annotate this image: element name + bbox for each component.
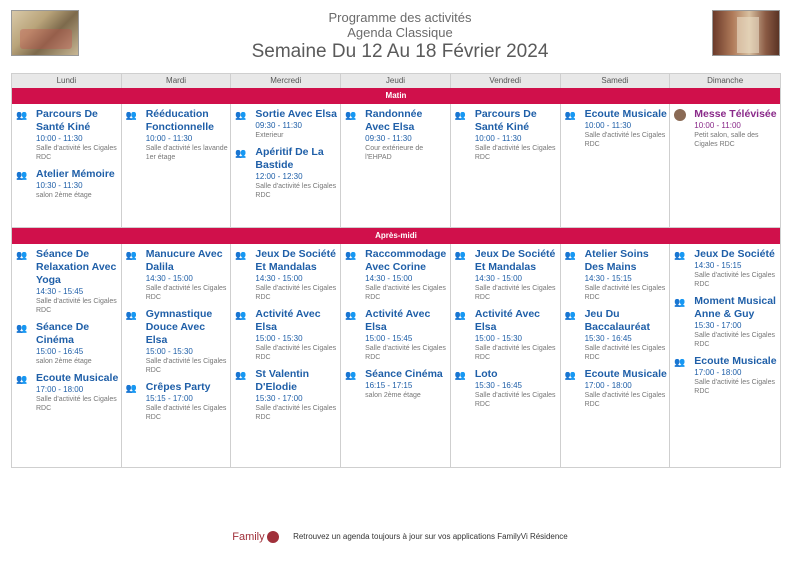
people-icon: 👥 [345,370,357,380]
day-jeudi: Jeudi [341,74,451,88]
activity-item[interactable] [16,248,119,315]
people-icon: 👥 [235,370,247,380]
familyvi-logo [232,531,278,543]
afternoon-row [12,244,780,468]
day-cell [451,244,561,467]
page-footer [0,528,800,546]
day-cell [670,244,780,467]
activity-item[interactable] [16,321,119,366]
activity-time: 14:30 - 15:00 [474,274,522,283]
activity-time: 14:30 - 15:15 [584,274,632,283]
day-dimanche: Dimanche [707,76,744,85]
page-header [0,10,800,64]
activity-item[interactable] [345,308,448,362]
day-cell [12,104,122,227]
activity-title: St Valentin D'Elodie [255,368,310,393]
activity-title: Atelier Mémoire [36,168,115,180]
activity-title: Messe Télévisée [694,108,777,120]
activity-item[interactable] [565,368,668,409]
activity-title: Jeux De Société Et Mandalas [255,248,336,273]
activity-time: 10:00 - 11:30 [36,134,83,143]
activity-place: Salle d'activité les Cigales RDC [694,379,775,395]
brand-name: Family [232,530,265,543]
activity-time: 15:30 - 17:00 [694,321,742,330]
activity-item[interactable] [345,108,448,162]
activity-item[interactable] [126,248,229,302]
activity-title: Ecoute Musicale [694,355,777,367]
activity-item[interactable] [235,108,338,140]
day-samedi: Samedi [561,74,671,88]
activity-place: Exterieur [255,132,284,139]
day-mercredi: Mercredi [231,74,341,88]
activity-item[interactable] [126,381,229,422]
activity-place: Salle d'activité les Cigales RDC [365,345,446,361]
activity-time: 15:30 - 16:45 [474,381,522,390]
people-icon: 👥 [674,357,686,367]
activity-time: 15:15 - 17:00 [145,394,193,403]
activity-place: Salle d'activité les Cigales RDC [474,345,556,361]
activity-place: Petit salon, salle des Cigales RDC [694,132,759,148]
day-cell [122,104,232,227]
activity-title: Parcours De Santé Kiné [474,108,537,133]
activity-place: Salle d'activité les Cigales RDC [474,392,556,408]
activity-item[interactable] [126,308,229,375]
agenda-type: Agenda Classique [347,25,453,40]
activity-item[interactable] [455,368,558,409]
day-cell [670,104,780,227]
activity-item[interactable] [674,108,778,149]
day-header-row [12,74,780,88]
day-cell [122,244,232,467]
program-title: Programme des activités [328,10,472,25]
activity-title: Activité Avec Elsa [474,308,541,333]
activity-time: 16:15 - 17:15 [365,381,413,390]
activity-item[interactable] [235,368,338,422]
activity-title: Atelier Soins Des Mains [584,248,649,273]
activity-place: Salle d'activité les Cigales RDC [255,285,337,301]
activity-place: Salle d'activité les Cigales RDC [584,392,666,408]
activity-title: Apéritif De La Bastide [255,146,324,171]
activity-time: 14:30 - 15:15 [694,261,742,270]
activity-time: 10:30 - 11:30 [36,181,83,190]
people-icon: 👥 [125,310,137,320]
activity-time: 17:00 - 18:00 [36,385,84,394]
people-icon: 👥 [16,250,28,260]
activity-place: Salle d'activité les Cigales RDC [255,345,337,361]
activity-title: Activité Avec Elsa [365,308,431,333]
day-cell [561,244,671,467]
activity-time: 15:30 - 16:45 [584,334,632,343]
activity-place: Salle d'activité les Cigales RDC [36,396,117,412]
people-icon: 👥 [674,297,686,307]
activity-time: 10:00 - 11:30 [145,134,193,143]
people-icon: 👥 [345,250,357,260]
activity-time: 17:00 - 18:00 [694,368,742,377]
people-icon: 👥 [125,250,137,260]
people-icon: 👥 [16,170,28,180]
people-icon: 👥 [454,110,467,120]
activity-place: Salle d'activité les Cigales RDC [694,332,775,348]
weekly-agenda [11,73,781,468]
activity-title: Parcours De Santé Kiné [36,108,98,133]
activity-place: Salle d'activité les Cigales RDC [584,285,666,301]
activity-place: Salle d'activité les Cigales RDC [36,298,117,314]
day-cell [231,104,341,227]
afternoon-band: Après-midi [12,228,780,244]
activity-item[interactable] [126,108,229,162]
people-icon: 👥 [564,310,576,320]
day-cell [341,104,451,227]
day-vendredi: Vendredi [451,74,561,88]
activity-time: 09:30 - 11:30 [255,121,302,130]
activity-place: Salle d'activité les Cigales RDC [474,145,556,161]
activity-time: 15:00 - 15:30 [255,334,303,343]
activity-time: 10:00 - 11:00 [694,121,741,130]
activity-title: Sortie Avec Elsa [255,108,337,120]
people-icon: 👥 [235,110,247,120]
activity-item[interactable] [16,168,119,200]
day-cell [341,244,451,467]
week-title: Semaine Du 12 Au 18 Février 2024 [251,41,549,62]
activity-title: Jeu Du Baccalauréat [584,308,650,333]
activity-place: Salle d'activité les Cigales RDC [474,285,556,301]
activity-title: Ecoute Musicale [36,372,119,384]
people-icon: 👥 [564,110,576,120]
activity-item[interactable] [455,248,558,302]
activity-item[interactable] [455,108,558,162]
activity-title: Loto [474,368,498,380]
activity-place: salon 2ème étage [36,192,92,199]
activity-time: 14:30 - 15:00 [255,274,303,283]
activity-title: Crêpes Party [145,381,211,393]
day-cell [12,244,122,467]
day-cell [451,104,561,227]
activity-place: Salle d'activité les lavande 1er étage [145,145,228,161]
activity-time: 14:30 - 15:45 [36,287,84,296]
people-icon: 👥 [345,310,357,320]
activity-title: Jeux De Société [694,248,775,260]
activity-time: 10:00 - 11:30 [584,121,632,130]
activity-title: Rééducation Fonctionnelle [145,108,214,133]
activity-place: Cour extérieure de l'EHPAD [365,145,424,161]
activity-time: 15:00 - 15:30 [474,334,522,343]
activity-item[interactable] [455,308,558,362]
activity-title: Ecoute Musicale [584,108,667,120]
people-icon: 👥 [454,370,467,380]
activity-place: Salle d'activité les Cigales RDC [694,272,775,288]
activity-place: Salle d'activité les Cigales RDC [145,358,227,374]
people-icon: 👥 [564,370,576,380]
activity-title: Moment Musical Anne & Guy [694,295,776,320]
activity-place: Salle d'activité les Cigales RDC [365,285,446,301]
activity-item[interactable] [674,355,778,396]
activity-item[interactable] [565,308,668,362]
activity-title: Jeux De Société Et Mandalas [474,248,556,273]
people-icon: 👥 [454,250,467,260]
activity-place: Salle d'activité les Cigales RDC [584,345,666,361]
activity-title: Randonnée Avec Elsa [365,108,423,133]
people-icon: 👥 [235,310,247,320]
day-cell [231,244,341,467]
day-cell [561,104,671,227]
people-icon: 👥 [16,374,28,384]
activity-item[interactable] [235,308,338,362]
activity-item[interactable] [16,108,119,162]
people-icon: 👥 [16,323,28,333]
activity-place: Salle d'activité les Cigales RDC [584,132,666,148]
praying-icon [674,109,686,121]
activity-item[interactable] [235,248,338,302]
people-icon: 👥 [125,110,137,120]
activity-time: 15:00 - 16:45 [36,347,84,356]
activity-time: 14:30 - 15:00 [145,274,193,283]
morning-row [12,104,780,228]
brand-mark-icon [267,531,279,543]
activity-time: 14:30 - 15:00 [365,274,413,283]
morning-band: Matin [12,88,780,104]
activity-title: Ecoute Musicale [584,368,667,380]
activity-time: 09:30 - 11:30 [365,134,412,143]
people-icon: 👥 [674,250,686,260]
people-icon: 👥 [454,310,467,320]
day-lundi: Lundi [12,74,122,88]
activity-item[interactable] [16,372,119,413]
people-icon: 👥 [564,250,576,260]
activity-title: Séance De Relaxation Avec Yoga [36,248,117,286]
activity-place: Salle d'activité les Cigales RDC [36,145,117,161]
activity-time: 15:00 - 15:30 [145,347,193,356]
activity-time: 12:00 - 12:30 [255,172,303,181]
people-icon: 👥 [345,110,357,120]
activity-item[interactable] [345,368,448,400]
day-mardi: Mardi [122,74,232,88]
activity-item[interactable] [565,248,668,302]
activity-place: Salle d'activité les Cigales RDC [145,285,227,301]
activity-item[interactable] [674,295,778,349]
activity-time: 17:00 - 18:00 [584,381,632,390]
activity-title: Séance Cinéma [365,368,443,380]
activity-time: 15:00 - 15:45 [365,334,413,343]
people-icon: 👥 [235,148,247,158]
activity-title: Séance De Cinéma [36,321,90,346]
activity-title: Raccommodage Avec Corine [365,248,447,273]
activity-item[interactable] [565,108,668,149]
footer-message: Retrouvez un agenda toujours à jour sur vos applications FamilyVi Résidence [293,532,568,542]
activity-item[interactable] [674,248,778,289]
activity-place: salon 2ème étage [365,392,421,399]
activity-time: 10:00 - 11:30 [474,134,522,143]
activity-title: Manucure Avec Dalila [145,248,223,273]
activity-place: salon 2ème étage [36,358,92,365]
activity-time: 15:30 - 17:00 [255,394,303,403]
people-icon: 👥 [16,110,28,120]
activity-item[interactable] [345,248,448,302]
activity-place: Salle d'activité les Cigales RDC [255,183,337,199]
people-icon: 👥 [125,383,137,393]
activity-place: Salle d'activité les Cigales RDC [145,405,227,421]
people-icon: 👥 [235,250,247,260]
activity-title: Gymnastique Douce Avec Elsa [145,308,213,346]
activity-place: Salle d'activité les Cigales RDC [255,405,337,421]
activity-title: Activité Avec Elsa [255,308,321,333]
activity-item[interactable] [235,146,338,200]
